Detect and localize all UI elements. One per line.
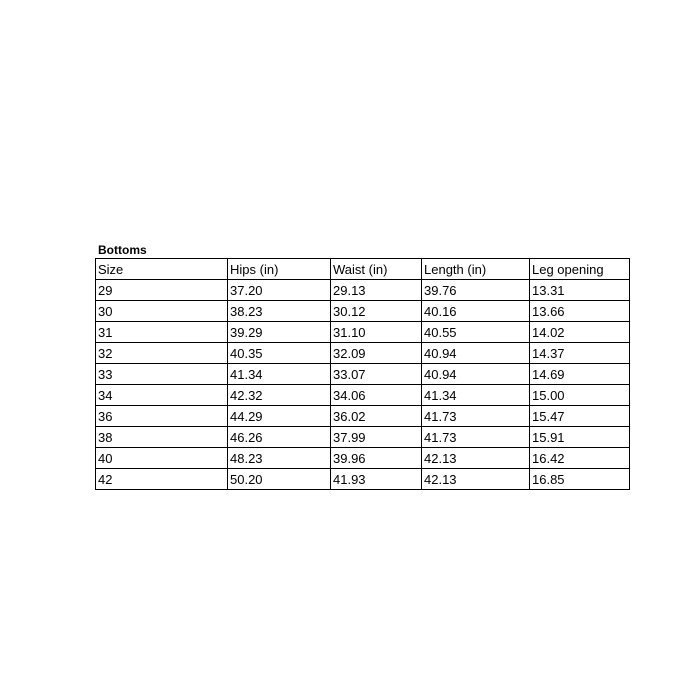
cell-hips: 50.20	[228, 469, 331, 490]
cell-size: 33	[96, 364, 228, 385]
cell-size: 29	[96, 280, 228, 301]
cell-waist: 36.02	[331, 406, 422, 427]
table-row	[96, 322, 630, 343]
column-header-leg-opening: Leg opening	[530, 259, 630, 280]
cell-hips: 44.29	[228, 406, 331, 427]
cell-waist: 34.06	[331, 385, 422, 406]
table-row	[96, 406, 630, 427]
cell-length: 42.13	[422, 469, 530, 490]
cell-hips: 46.26	[228, 427, 331, 448]
cell-waist: 32.09	[331, 343, 422, 364]
cell-hips: 48.23	[228, 448, 331, 469]
cell-waist: 39.96	[331, 448, 422, 469]
table-row	[96, 385, 630, 406]
cell-leg-opening: 15.47	[530, 406, 630, 427]
cell-waist: 41.93	[331, 469, 422, 490]
cell-size: 36	[96, 406, 228, 427]
cell-size: 34	[96, 385, 228, 406]
cell-hips: 37.20	[228, 280, 331, 301]
size-chart	[95, 242, 630, 490]
table-row	[96, 448, 630, 469]
size-table	[95, 258, 630, 490]
column-header-waist: Waist (in)	[331, 259, 422, 280]
cell-size: 30	[96, 301, 228, 322]
cell-leg-opening: 14.69	[530, 364, 630, 385]
cell-length: 40.16	[422, 301, 530, 322]
cell-length: 40.94	[422, 364, 530, 385]
table-row	[96, 280, 630, 301]
cell-leg-opening: 15.00	[530, 385, 630, 406]
cell-waist: 33.07	[331, 364, 422, 385]
cell-waist: 30.12	[331, 301, 422, 322]
cell-hips: 40.35	[228, 343, 331, 364]
table-row	[96, 301, 630, 322]
table-row	[96, 469, 630, 490]
cell-hips: 42.32	[228, 385, 331, 406]
cell-waist: 31.10	[331, 322, 422, 343]
cell-waist: 29.13	[331, 280, 422, 301]
cell-leg-opening: 13.31	[530, 280, 630, 301]
cell-hips: 39.29	[228, 322, 331, 343]
cell-leg-opening: 14.02	[530, 322, 630, 343]
chart-title: Bottoms	[98, 243, 147, 257]
cell-leg-opening: 14.37	[530, 343, 630, 364]
cell-length: 42.13	[422, 448, 530, 469]
cell-leg-opening: 16.85	[530, 469, 630, 490]
cell-waist: 37.99	[331, 427, 422, 448]
column-header-size: Size	[96, 259, 228, 280]
cell-size: 31	[96, 322, 228, 343]
table-header-row	[96, 259, 630, 280]
cell-size: 42	[96, 469, 228, 490]
table-row	[96, 427, 630, 448]
cell-length: 40.94	[422, 343, 530, 364]
cell-length: 41.73	[422, 427, 530, 448]
cell-length: 41.73	[422, 406, 530, 427]
cell-leg-opening: 15.91	[530, 427, 630, 448]
cell-length: 40.55	[422, 322, 530, 343]
column-header-length: Length (in)	[422, 259, 530, 280]
cell-size: 40	[96, 448, 228, 469]
column-header-hips: Hips (in)	[228, 259, 331, 280]
cell-length: 39.76	[422, 280, 530, 301]
cell-size: 38	[96, 427, 228, 448]
table-row	[96, 343, 630, 364]
cell-hips: 41.34	[228, 364, 331, 385]
cell-leg-opening: 16.42	[530, 448, 630, 469]
cell-length: 41.34	[422, 385, 530, 406]
cell-size: 32	[96, 343, 228, 364]
cell-hips: 38.23	[228, 301, 331, 322]
table-row	[96, 364, 630, 385]
cell-leg-opening: 13.66	[530, 301, 630, 322]
